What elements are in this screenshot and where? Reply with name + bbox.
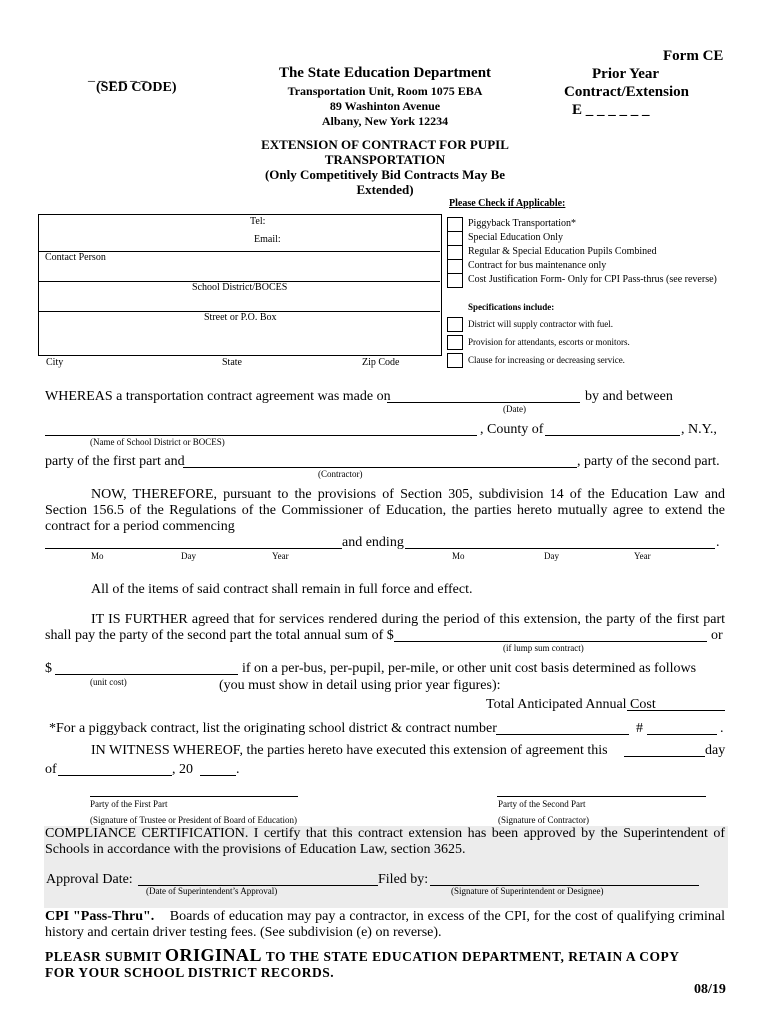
lump-caption: (if lump sum contract) <box>503 643 584 653</box>
period-end: . <box>236 762 240 777</box>
sed-code-label: (SED CODE) <box>96 80 177 95</box>
witness-month-line[interactable] <box>58 775 172 776</box>
day-word: day <box>705 743 726 758</box>
spec-item: District will supply contractor with fuel. <box>468 319 613 329</box>
total-cost-label: Total Anticipated Annual Cost <box>486 697 656 712</box>
first-party-sig-caption: Party of the First Part <box>90 799 168 809</box>
first-party-text: party of the first part and <box>45 454 185 469</box>
dept-street: 89 Washinton Avenue <box>329 99 441 113</box>
contact-person-label[interactable]: Contact Person <box>45 252 106 263</box>
of-text: of <box>45 762 57 777</box>
by-and-between-text: by and between <box>585 389 673 404</box>
contract-date-line[interactable] <box>387 402 580 403</box>
cpi-text: Boards of education may pay a contractor, in excess of the CPI, for the cost of qualifying criminal history and certain driver testing fees. (See subdivision (e) on reverse). <box>45 909 726 940</box>
checklist-item: Cost Justification Form- Only for CPI Pass-thrus (see reverse) <box>468 274 717 285</box>
witness-day-line[interactable] <box>624 756 705 757</box>
tel-label[interactable]: Tel: <box>250 216 266 227</box>
whereas-text: WHEREAS a transportation contract agreement was made on <box>45 389 391 404</box>
dept-unit: Transportation Unit, Room 1075 EBA <box>287 84 483 98</box>
twenty-text: , 20 <box>172 762 193 777</box>
mo-caption: Mo <box>452 551 465 561</box>
period-end: . <box>720 721 724 736</box>
further-paragraph: IT IS FURTHER agreed that for services rendered during the period of this extension, the party of the first part shall pay the party of the second part the total annual sum of $ <box>45 612 725 643</box>
contractor-sig-caption: (Signature of Contractor) <box>498 815 589 825</box>
checklist-item: Regular & Special Education Pupils Combined <box>468 246 657 257</box>
form-title-line4: Extended) <box>356 182 414 197</box>
date-caption: (Date) <box>503 404 526 414</box>
checklist-heading: Please Check if Applicable: <box>449 198 566 209</box>
filed-by-label: Filed by: <box>378 872 429 887</box>
dollar-sign: $ <box>45 661 52 676</box>
full-force-text: All of the items of said contract shall remain in full force and effect. <box>91 582 473 597</box>
checklist-item: Contract for bus maintenance only <box>468 260 607 271</box>
second-party-signature-line[interactable] <box>497 796 706 797</box>
witness-text: IN WITNESS WHEREOF, the parties hereto have executed this extension of agreement this <box>91 743 608 758</box>
year-caption: Year <box>272 551 289 561</box>
submit-line-1 <box>45 945 680 966</box>
checkbox-piggyback[interactable] <box>447 217 463 232</box>
approval-date-label: Approval Date: <box>46 872 133 887</box>
state-label[interactable]: State <box>222 357 242 368</box>
period-end: . <box>716 535 720 550</box>
city-label[interactable]: City <box>46 357 64 368</box>
contract-extension-label: Contract/Extension <box>564 84 689 100</box>
checkbox-fuel[interactable] <box>447 317 463 332</box>
unit-cost-line[interactable] <box>55 674 238 675</box>
county-of-text: , County of <box>480 422 544 437</box>
spec-item: Clause for increasing or decreasing service. <box>468 355 625 365</box>
ny-text: , N.Y., <box>681 422 717 437</box>
submit-line-2: FOR YOUR SCHOOL DISTRICT RECORDS. <box>45 965 335 980</box>
hash-text: # <box>636 721 643 736</box>
original-emphasis: ORIGINAL <box>165 945 263 965</box>
form-title-line1: EXTENSION OF CONTRACT FOR PUPIL <box>261 137 509 152</box>
dept-name: The State Education Department <box>278 65 492 81</box>
contractor-caption: (Contractor) <box>318 469 363 479</box>
unit-cost-caption: (unit cost) <box>90 677 127 687</box>
cpi-heading: CPI "Pass-Thru". <box>45 909 155 924</box>
spec-item: Provision for attendants, escorts or monitors. <box>468 337 630 347</box>
ending-date-line[interactable] <box>405 548 715 549</box>
checklist-item: Piggyback Transportation* <box>468 218 577 229</box>
mo-caption: Mo <box>91 551 104 561</box>
approval-date-caption: (Date of Superintendent’s Approval) <box>146 886 278 896</box>
form-id: Form CE <box>663 48 724 64</box>
e-code-field[interactable]: E _ _ _ _ _ _ <box>572 102 650 118</box>
spec-heading: Specifications include: <box>468 302 555 312</box>
checkbox-maintenance[interactable] <box>447 259 463 274</box>
form-title-line2: TRANSPORTATION <box>324 152 446 167</box>
checkbox-attendants[interactable] <box>447 335 463 350</box>
day-caption: Day <box>544 551 559 561</box>
piggyback-text: *For a piggyback contract, list the originating school district & contract number <box>49 721 497 736</box>
or-text: or <box>711 628 723 643</box>
day-caption: Day <box>181 551 196 561</box>
and-ending-text: and ending <box>342 535 404 550</box>
witness-year-line[interactable] <box>200 775 236 776</box>
checkbox-combined[interactable] <box>447 245 463 260</box>
year-caption: Year <box>634 551 651 561</box>
compliance-text: COMPLIANCE CERTIFICATION. I certify that this contract extension has been approved by the Superintendent of Schools in accordance with the provisions of Education Law, section 3625. <box>45 826 725 857</box>
submit-text-a: PLEASR SUBMIT <box>45 949 162 964</box>
zip-label[interactable]: Zip Code <box>362 357 400 368</box>
prior-year-label: Prior Year <box>592 66 660 82</box>
sed-code-blank[interactable]: _ _ _ _ _ _ <box>88 69 148 84</box>
checkbox-cost-justification[interactable] <box>447 273 463 288</box>
form-version: 08/19 <box>694 982 726 997</box>
total-cost-line[interactable] <box>627 710 725 711</box>
county-line[interactable] <box>545 435 680 436</box>
email-label[interactable]: Email: <box>254 234 281 245</box>
second-party-sig-caption: Party of the Second Part <box>498 799 586 809</box>
first-party-signature-line[interactable] <box>90 796 298 797</box>
form-title-line3: (Only Competitively Bid Contracts May Be <box>264 167 506 182</box>
originating-district-line[interactable] <box>496 734 629 735</box>
filed-by-caption: (Signature of Superintendent or Designee) <box>451 886 604 896</box>
contract-number-line[interactable] <box>647 734 717 735</box>
prior-figures-text: (you must show in detail using prior year figures): <box>219 678 501 693</box>
street-label[interactable]: Street or P.O. Box <box>204 312 277 323</box>
checkbox-service-clause[interactable] <box>447 353 463 368</box>
contractor-line[interactable] <box>183 467 577 468</box>
dept-city: Albany, New York 12234 <box>321 114 449 128</box>
district-name-line[interactable] <box>45 435 477 436</box>
checklist-item: Special Education Only <box>468 232 563 243</box>
checkbox-special-ed[interactable] <box>447 231 463 246</box>
second-party-text: , party of the second part. <box>577 454 720 469</box>
district-caption: (Name of School District or BOCES) <box>90 437 225 447</box>
commencing-date-line[interactable] <box>45 548 342 549</box>
submit-text-b: TO THE STATE EDUCATION DEPARTMENT, RETAIN A COPY <box>265 949 680 964</box>
cpi-paragraph <box>45 909 725 941</box>
unit-basis-text: if on a per-bus, per-pupil, per-mile, or other unit cost basis determined as follows <box>242 661 697 676</box>
now-therefore-paragraph: NOW, THEREFORE, pursuant to the provisions of Section 305, subdivision 14 of the Education Law and Section 156.5 of the Regulations of the Commissioner of Education, the parties hereto mutually agree to extend the contract for a period commencing <box>45 487 725 534</box>
trustee-sig-caption: (Signature of Trustee or President of Board of Education) <box>90 815 297 825</box>
lump-sum-line[interactable] <box>394 641 707 642</box>
district-label[interactable]: School District/BOCES <box>192 282 288 293</box>
